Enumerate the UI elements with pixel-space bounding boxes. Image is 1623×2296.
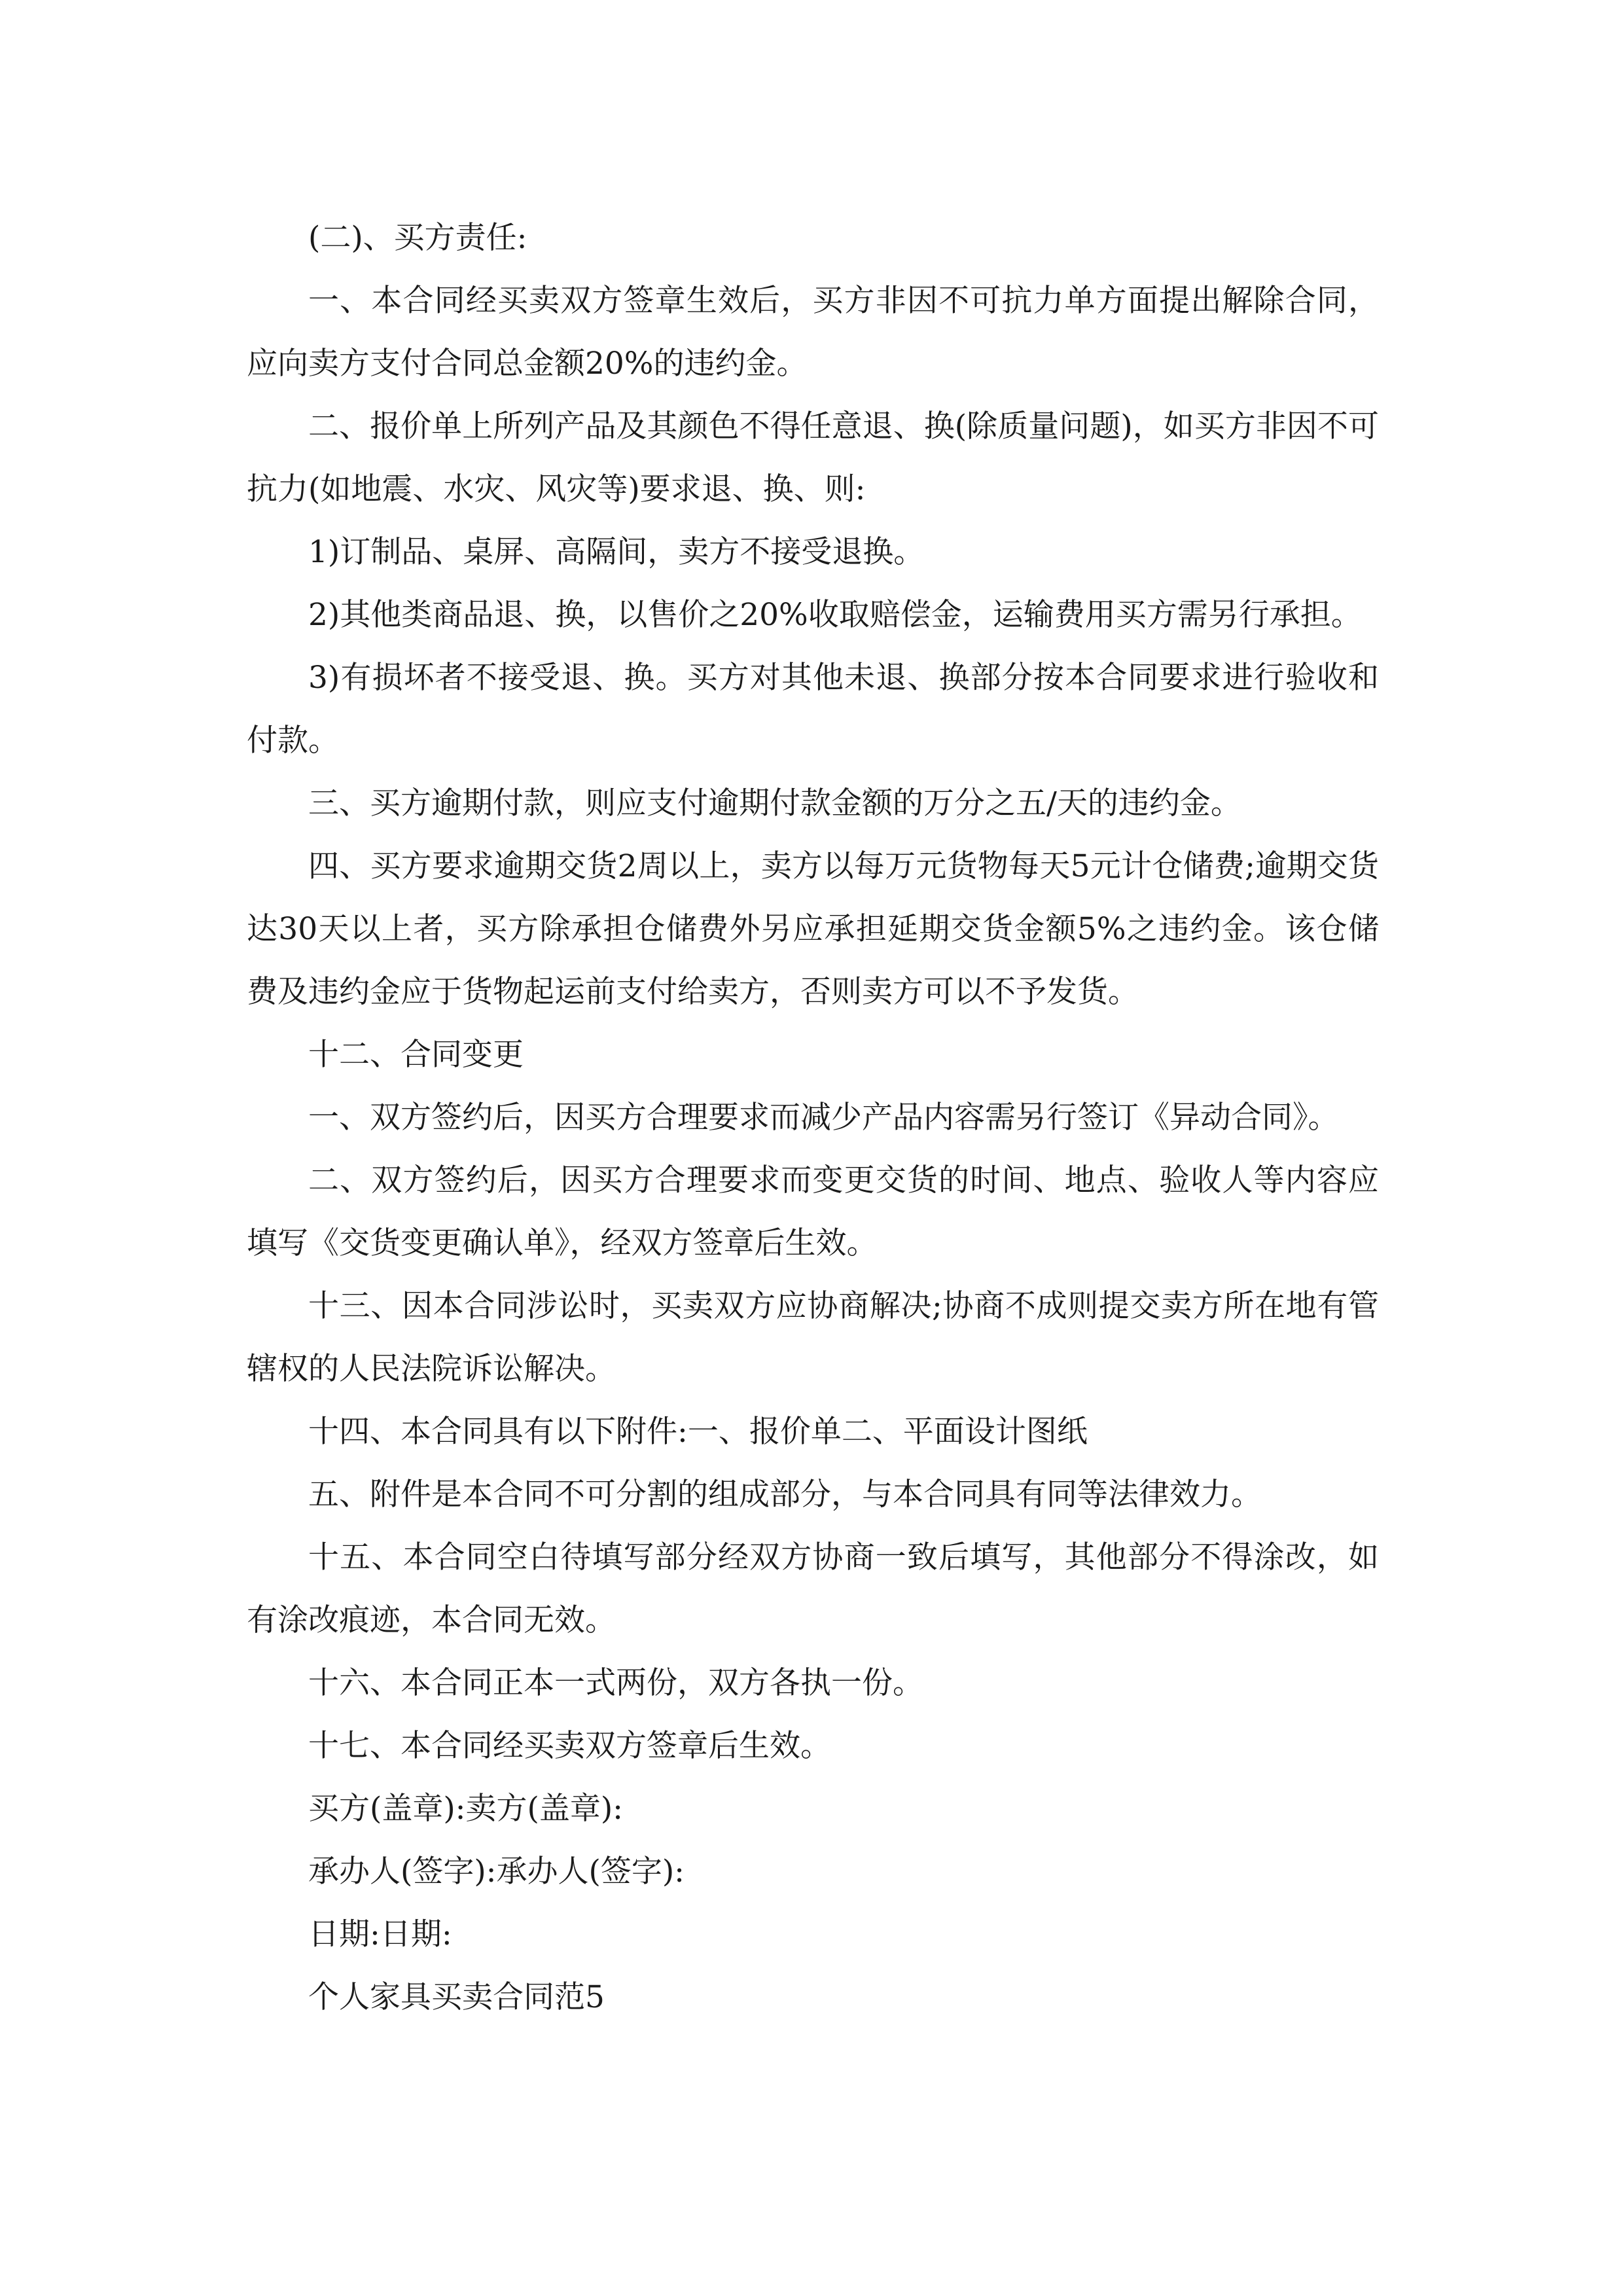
paragraph-section-16: 十六、本合同正本一式两份，双方各执一份。	[308, 1665, 923, 1701]
paragraph-signature-line: 承办人(签字):承办人(签字):	[308, 1854, 685, 1890]
paragraph-clause-3: 三、买方逾期付款，则应支付逾期付款金额的万分之五/天的违约金。	[308, 785, 1241, 821]
paragraph-section-17: 十七、本合同经买卖双方签章后生效。	[308, 1728, 831, 1764]
paragraph-item-1: 1)订制品、桌屏、高隔间，卖方不接受退换。	[308, 534, 925, 570]
paragraph-section-15: 十五、本合同空白待填写部分经双方协商一致后填写，其他部分不得涂改，如有涂改痕迹，本合同无效。	[247, 1539, 1379, 1638]
paragraph-date-line: 日期:日期:	[308, 1916, 452, 1952]
paragraph-annex-effect: 五、附件是本合同不可分割的组成部分，与本合同具有同等法律效力。	[308, 1477, 1262, 1513]
paragraph-section-13: 十三、因本合同涉讼时，买卖双方应协商解决;协商不成则提交卖方所在地有管辖权的人民法院诉讼解决。	[247, 1288, 1379, 1387]
paragraph-section-14: 十四、本合同具有以下附件:一、报价单二、平面设计图纸	[308, 1414, 1088, 1450]
paragraph-clause-1: 一、本合同经买卖双方签章生效后，买方非因不可抗力单方面提出解除合同，应向卖方支付合同总金额20%的违约金。	[247, 283, 1379, 382]
paragraph-change-1: 一、双方签约后，因买方合理要求而减少产品内容需另行签订《异动合同》。	[308, 1100, 1339, 1136]
paragraph-change-2: 二、双方签约后，因买方合理要求而变更交货的时间、地点、验收人等内容应填写《交货变更确认单》，经双方签章后生效。	[247, 1162, 1379, 1261]
paragraph-clause-4: 四、买方要求逾期交货2周以上，卖方以每万元货物每天5元计仓储费;逾期交货达30天以上者，买方除承担仓储费外另应承担延期交货金额5%之违约金。该仓储费及违约金应于货物起运前支付给卖方，否则卖方可以不予发货。	[247, 848, 1379, 1010]
paragraph-section-12-heading: 十二、合同变更	[308, 1037, 524, 1073]
paragraph-item-2: 2)其他类商品退、换，以售价之20%收取赔偿金，运输费用买方需另行承担。	[308, 597, 1362, 633]
paragraph-item-3: 3)有损坏者不接受退、换。买方对其他未退、换部分按本合同要求进行验收和付款。	[247, 660, 1379, 759]
document-body	[247, 207, 1379, 2029]
paragraph-next-title: 个人家具买卖合同范5	[308, 1979, 605, 2015]
paragraph-clause-2: 二、报价单上所列产品及其颜色不得任意退、换(除质量问题)，如买方非因不可抗力(如地震、水灾、风灾等)要求退、换、则:	[247, 408, 1379, 507]
paragraph-seal-line: 买方(盖章):卖方(盖章):	[308, 1791, 624, 1827]
paragraph-buyer-responsibility-heading: (二)、买方责任:	[308, 220, 527, 256]
